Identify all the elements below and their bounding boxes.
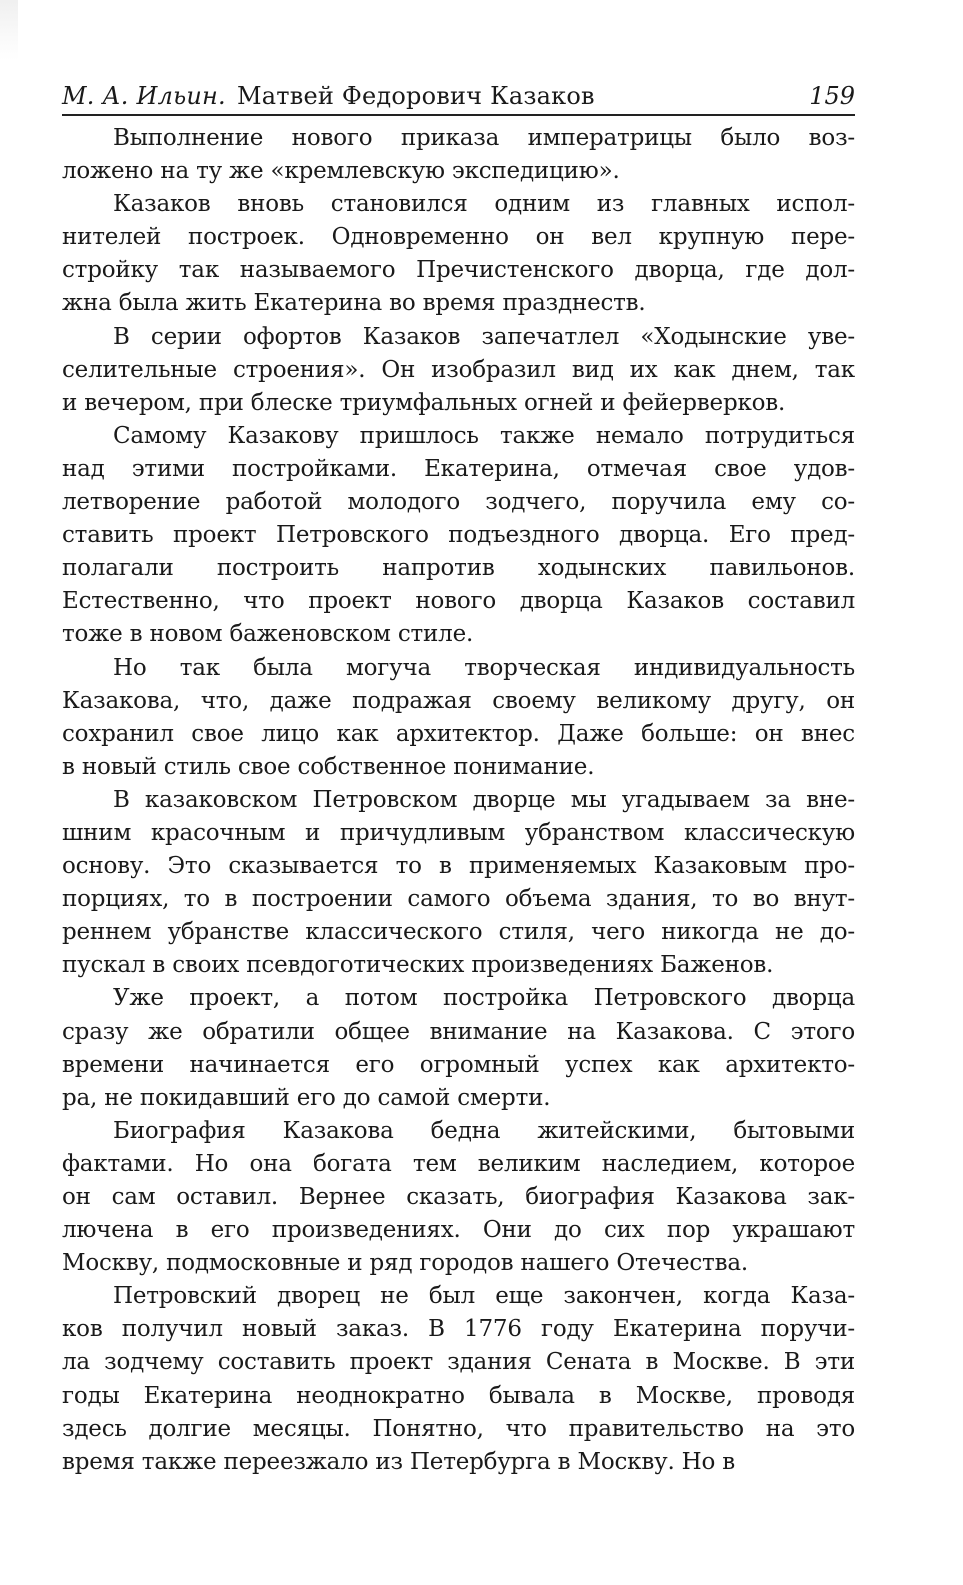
text-line: В серии офортов Казаков запечатлел «Ходынские уве- bbox=[113, 323, 855, 350]
text-line: сразу же обратили общее внимание на Казакова. С этого bbox=[62, 1018, 855, 1045]
text-line: Но так была могуча творческая индивидуальность bbox=[113, 654, 855, 681]
text-line: времени начинается его огромный успех как архитекто- bbox=[62, 1051, 855, 1078]
text-line: Петровский дворец не был еще закончен, когда Каза- bbox=[113, 1283, 855, 1310]
text-line: над этими постройками. Екатерина, отмечая свое удов- bbox=[62, 455, 855, 482]
paragraph bbox=[62, 784, 855, 983]
running-head-author: М. А. Ильин. bbox=[62, 82, 226, 110]
text-line: ложено на ту же «кремлевскую экспедицию». bbox=[62, 158, 620, 185]
paragraph bbox=[62, 122, 855, 188]
text-line: Москву, подмосковные и ряд городов нашего Отечества. bbox=[62, 1250, 748, 1277]
paragraph bbox=[62, 420, 855, 652]
text-line: реннем убранстве классического стиля, чего никогда не до- bbox=[62, 919, 855, 946]
text-line: ставить проект Петровского подъездного дворца. Его пред- bbox=[62, 522, 855, 549]
paragraph bbox=[62, 1280, 855, 1479]
text-line: Биография Казакова бедна житейскими, бытовыми bbox=[113, 1117, 855, 1144]
text-line: нителей построек. Одновременно он вел крупную пере- bbox=[62, 224, 855, 251]
paragraph bbox=[62, 652, 855, 784]
running-head bbox=[62, 78, 855, 116]
text-line: Самому Казакову пришлось также немало потрудиться bbox=[113, 422, 855, 449]
paragraph bbox=[62, 1115, 855, 1280]
text-line: ков получил новый заказ. В 1776 году Екатерина поручи- bbox=[62, 1316, 855, 1343]
paragraph bbox=[62, 982, 855, 1114]
text-line: ра, не покидавший его до самой смерти. bbox=[62, 1084, 551, 1111]
text-line: жна была жить Екатерина во время празднеств. bbox=[62, 290, 646, 317]
text-line: селительные строения». Он изобразил вид их как днем, так bbox=[62, 356, 855, 383]
text-line: шним красочным и причудливым убранством классическую bbox=[62, 819, 855, 846]
text-line: Казакова, что, даже подражая своему великому другу, он bbox=[62, 687, 855, 714]
text-line: стройку так называемого Пречистенского дворца, где дол- bbox=[62, 257, 855, 284]
text-line: фактами. Но она богата тем великим наследием, которое bbox=[62, 1150, 855, 1177]
scan-edge-shadow bbox=[0, 0, 18, 60]
text-line: он сам оставил. Вернее сказать, биография Казакова зак- bbox=[62, 1184, 855, 1210]
text-line: время также переезжало из Петербурга в Москву. Но в bbox=[62, 1448, 736, 1475]
text-line: Выполнение нового приказа императрицы было воз- bbox=[113, 125, 855, 151]
text-line: лючена в его произведениях. Они до сих пор украшают bbox=[62, 1217, 855, 1244]
paragraph bbox=[62, 321, 855, 420]
text-line: порциях, то в построении самого объема здания, то во внут- bbox=[62, 886, 855, 913]
text-line: основу. Это сказывается то в применяемых Казаковым про- bbox=[62, 853, 855, 880]
text-line: и вечером, при блеске триумфальных огней и фейерверков. bbox=[62, 389, 786, 416]
text-line: пускал в своих псевдоготических произведениях Баженов. bbox=[62, 952, 774, 979]
text-line: Естественно, что проект нового дворца Казаков составил bbox=[62, 588, 855, 615]
text-line: полагали построить напротив ходынских павильонов. bbox=[62, 555, 855, 582]
page-number: 159 bbox=[809, 82, 855, 110]
text-line: ла зодчему составить проект здания Сената в Москве. В эти bbox=[62, 1349, 855, 1376]
text-line: В казаковском Петровском дворце мы угадываем за вне- bbox=[113, 786, 855, 813]
text-line: годы Екатерина неоднократно бывала в Москве, проводя bbox=[62, 1382, 855, 1409]
book-page bbox=[62, 78, 855, 1558]
paragraph bbox=[62, 188, 855, 320]
text-line: летворение работой молодого зодчего, поручила ему со- bbox=[62, 489, 855, 516]
body-text bbox=[62, 122, 855, 1479]
text-line: Уже проект, а потом постройка Петровского дворца bbox=[113, 985, 855, 1012]
text-line: в новый стиль свое собственное понимание. bbox=[62, 753, 595, 780]
text-line: тоже в новом баженовском стиле. bbox=[62, 621, 474, 648]
text-line: Казаков вновь становился одним из главных испол- bbox=[113, 191, 855, 218]
text-line: сохранил свое лицо как архитектор. Даже больше: он внес bbox=[62, 720, 855, 747]
text-line: здесь долгие месяцы. Понятно, что правительство на это bbox=[62, 1415, 855, 1442]
running-head-title: Матвей Федорович Казаков bbox=[237, 82, 595, 110]
